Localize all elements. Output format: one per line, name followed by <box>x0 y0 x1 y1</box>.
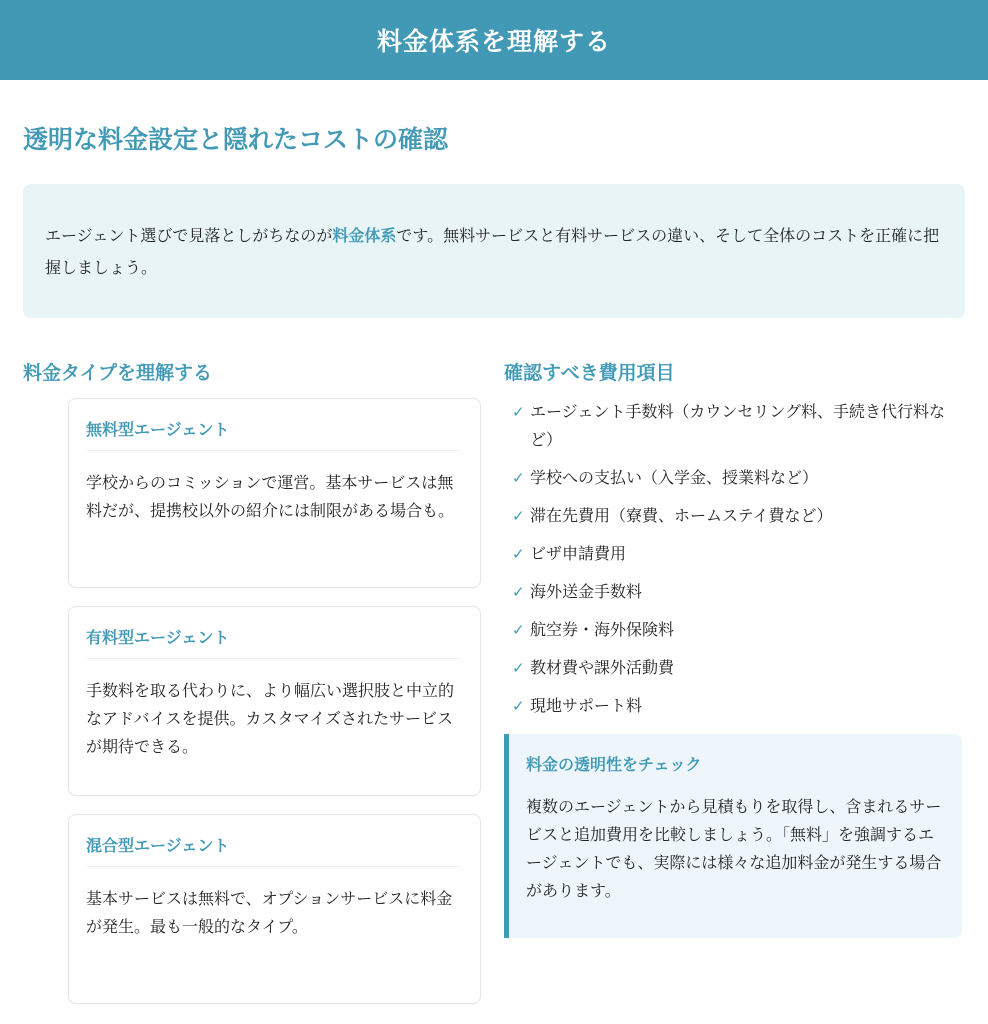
check-icon: ✓ <box>512 697 525 715</box>
page-header <box>0 0 988 80</box>
list-item <box>504 540 962 568</box>
fee-type-cards <box>68 398 481 1004</box>
check-icon: ✓ <box>512 583 525 601</box>
check-icon: ✓ <box>512 507 525 525</box>
note-body: 複数のエージェントから見積もりを取得し、含まれるサービスと追加費用を比較しましょう。「無料」を強調するエージェントでも、実際には様々な追加料金が発生する場合があります。 <box>526 797 942 900</box>
list-item-text: 滞在先費用（寮費、ホームステイ費など） <box>530 506 833 525</box>
card-title: 有料型エージェント <box>86 625 462 659</box>
list-item-text: 海外送金手数料 <box>530 582 643 601</box>
list-item <box>504 578 962 606</box>
intro-text-after: です。無料サービスと有料サービスの違い、そして全体のコストを正確に把握しましょう。 <box>45 226 940 277</box>
fee-type-card-mixed <box>68 814 481 1004</box>
transparency-note <box>504 734 962 938</box>
fee-type-card-paid <box>68 606 481 796</box>
list-item <box>504 654 962 682</box>
card-title: 無料型エージェント <box>86 417 462 451</box>
cost-items-column <box>504 358 962 1022</box>
intro-text-before: エージェント選びで見落としがちなのが <box>45 226 333 245</box>
check-icon: ✓ <box>512 621 525 639</box>
fee-types-title: 料金タイプを理解する <box>23 362 213 384</box>
section-subtitle: 透明な料金設定と隠れたコストの確認 <box>23 125 449 154</box>
page-title: 料金体系を理解する <box>376 27 611 56</box>
check-icon: ✓ <box>512 659 525 677</box>
list-item-text: エージェント手数料（カウンセリング料、手続き代行料など） <box>530 402 946 449</box>
list-item-text: 学校への支払い（入学金、授業料など） <box>530 468 819 487</box>
list-item <box>504 502 962 530</box>
intro-highlight: 料金体系 <box>332 226 397 245</box>
list-item-text: 現地サポート料 <box>530 696 643 715</box>
card-title: 混合型エージェント <box>86 833 462 867</box>
list-item <box>504 692 962 720</box>
list-item <box>504 464 962 492</box>
card-body: 基本サービスは無料で、オプションサービスに料金が発生。最も一般的なタイプ。 <box>86 889 453 936</box>
list-item-text: ビザ申請費用 <box>530 544 627 563</box>
two-column-layout <box>23 358 965 1022</box>
list-item <box>504 398 962 454</box>
note-title: 料金の透明性をチェック <box>526 755 702 774</box>
check-icon: ✓ <box>512 545 525 563</box>
fee-type-card-free <box>68 398 481 588</box>
list-item-text: 教材費や課外活動費 <box>530 658 675 677</box>
intro-box <box>23 184 965 318</box>
card-body: 手数料を取る代わりに、より幅広い選択肢と中立的なアドバイスを提供。カスタマイズされたサービスが期待できる。 <box>86 681 455 756</box>
cost-items-title: 確認すべき費用項目 <box>504 362 675 384</box>
check-icon: ✓ <box>512 403 525 421</box>
list-item-text: 航空券・海外保険料 <box>530 620 675 639</box>
check-icon: ✓ <box>512 469 525 487</box>
cost-checklist <box>504 398 962 720</box>
fee-types-column <box>23 358 481 1022</box>
card-body: 学校からのコミッションで運営。基本サービスは無料だが、提携校以外の紹介には制限がある場合も。 <box>86 473 455 520</box>
list-item <box>504 616 962 644</box>
main-content <box>0 120 988 1022</box>
